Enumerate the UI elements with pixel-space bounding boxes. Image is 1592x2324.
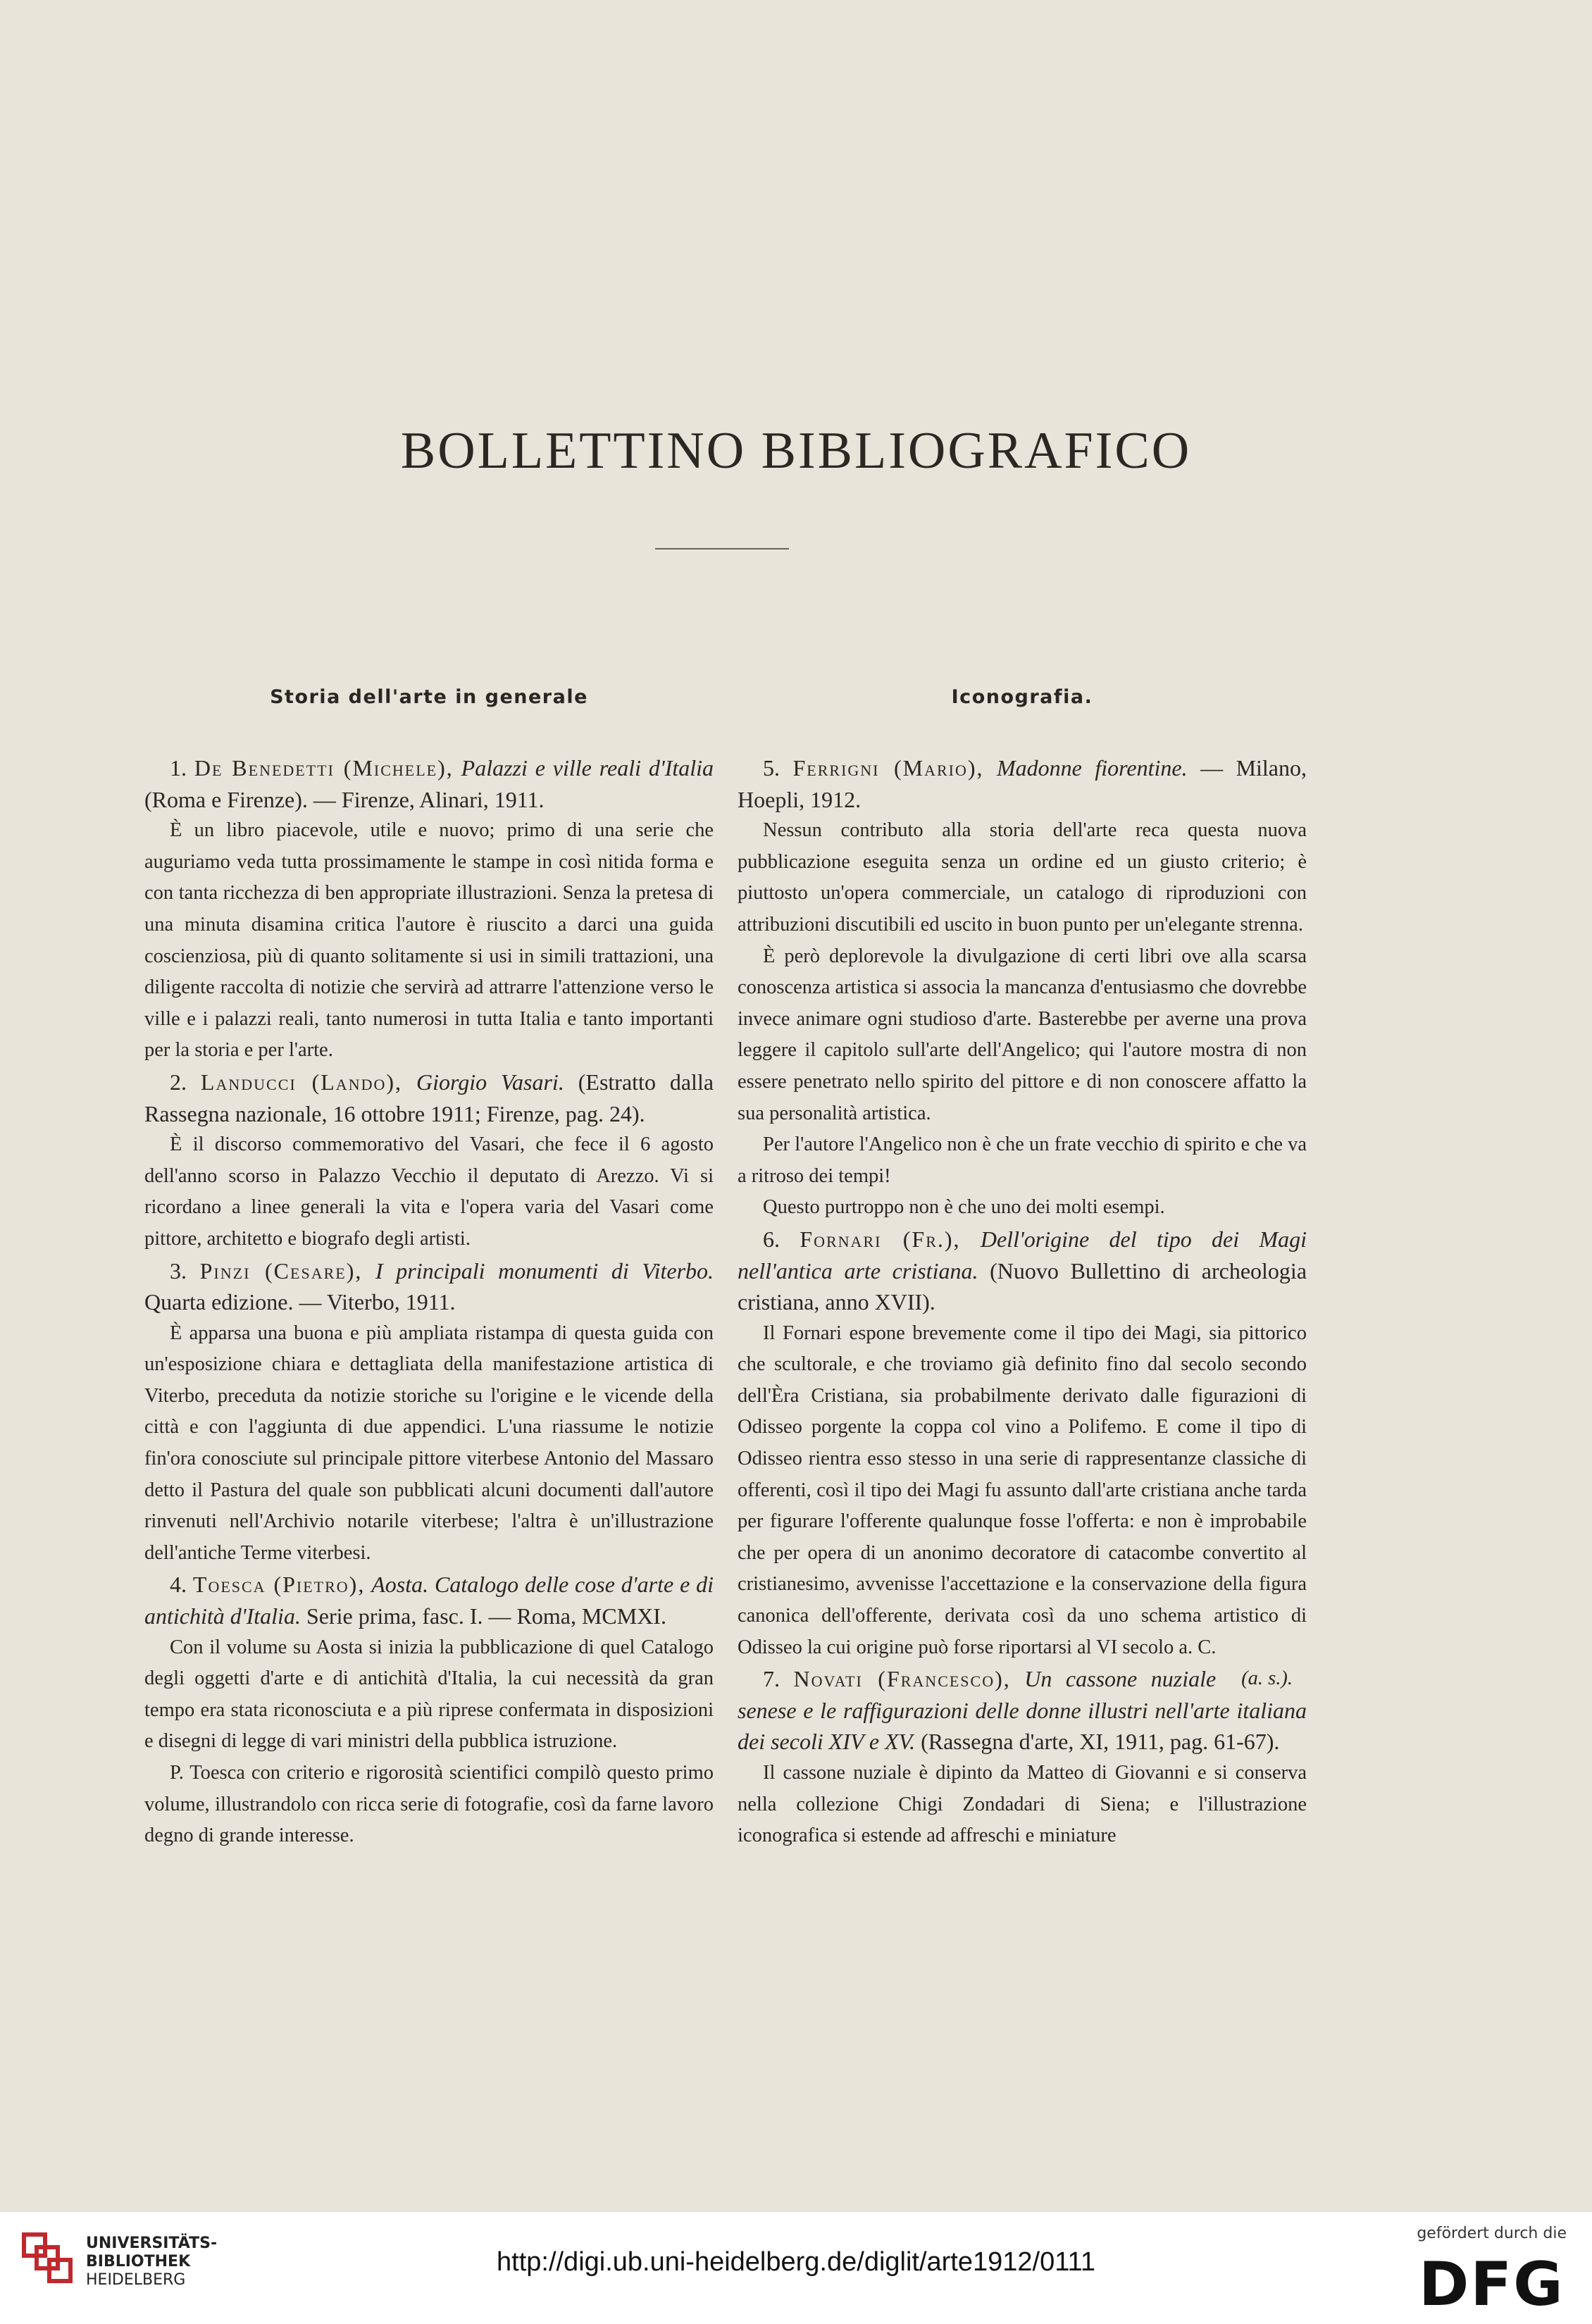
right-column xyxy=(738,683,1307,1852)
entry-5-review-part4: Questo purtroppo non è che uno dei molti esempi. xyxy=(763,1196,1165,1219)
entry-3-heading xyxy=(144,1255,714,1318)
entry-number: 6. xyxy=(763,1226,780,1252)
entry-publication: (Nuovo Bullettino di archeologia cristiana, anno XVII). xyxy=(738,1257,1307,1315)
entry-work-title: Madonne fiorentine. xyxy=(997,755,1188,781)
entry-publication: — Milano, Hoepli, 1912. xyxy=(738,755,1307,812)
entry-author: Ferrigni (Mario), xyxy=(792,755,984,781)
title-divider xyxy=(655,548,789,549)
entry-work-title: Dell'origine del tipo dei Magi nell'antica arte cristiana. xyxy=(738,1226,1307,1284)
entry-2-review: È il discorso commemorativo del Vasari, che fece il 6 agosto dell'anno scorso in Palazzo Vecchio il deputato di Arezzo. Vi si ricordano a linee generali la vita e l'opera varia del Vasari come pittore, architetto e biografo degli artisti. xyxy=(144,1133,714,1250)
funder-caption: gefördert durch die xyxy=(1417,2225,1567,2242)
entry-1-review: È un libro piacevole, utile e nuovo; primo di una serie che auguriamo veda tutta prossimamente le stampe in così nitida forma e con tanta ricchezza di ben appropriate illustrazioni. Senza la pretesa di una minuta disamina critica l'autore è riuscito a darci una guida coscienziosa, più di quanto solitamente si usi in simili trattazioni, una diligente raccolta di notizie che servirà ad attrarre l'attenzione verso le ville e i palazzi reali, tanto numerosi in tutta Italia e tanto importanti per la storia e per l'arte. xyxy=(144,819,714,1062)
entry-author: Toesca (Pietro), xyxy=(192,1572,366,1598)
library-name-line2: BIBLIOTHEK xyxy=(86,2253,191,2270)
entry-number: 4. xyxy=(170,1572,187,1598)
entry-1-heading xyxy=(144,752,714,815)
left-column xyxy=(144,683,714,1852)
entry-4-review-part2: P. Toesca con criterio e rigorosità scientifici compilò questo primo volume, illustrandolo con ricca serie di fotografie, così da farne lavoro degno di grande interesse. xyxy=(144,1762,714,1847)
dfg-logo-text: DFG xyxy=(1419,2254,1565,2311)
entry-6-review-text: Il Fornari espone brevemente come il tipo dei Magi, sia pittorico che scultorale, e che troviamo già definito fino dal secolo secondo dell'Èra Cristiana, sia probabilmente derivato dalle figurazioni di Odisseo porgente la coppa col vino a Polifemo. E come il tipo di Odisseo rientra esso stesso in una serie di rappresentanze classiche di offerenti, così il tipo dei Magi fu assunto dall'arte cristiana anche tarda per figurare l'offerente qualunque fosse l'offerta: e non è improbabile che per opera di un anonimo decoratore di catacombe convertito al cristianesimo, avvenisse l'accettazione e la conservazione della figura canonica dell'offerente, derivata così da uno schema artistico di Odisseo la cui origine può forse riportarsi al VI secolo a. C. xyxy=(738,1322,1307,1658)
entry-author: Pinzi (Cesare), xyxy=(199,1257,363,1284)
entry-6-heading xyxy=(738,1224,1307,1318)
dfg-logo-icon[interactable] xyxy=(1419,2254,1567,2311)
reviewer-signature: (a. s.). xyxy=(1241,1667,1293,1690)
entry-4-heading xyxy=(144,1569,714,1632)
entry-publication: Quarta edizione. — Viterbo, 1911. xyxy=(144,1289,456,1315)
entry-number: 3. xyxy=(170,1257,187,1284)
entry-author: Landucci (Lando), xyxy=(200,1069,403,1095)
entry-work-title: I principali monumenti di Viterbo. xyxy=(375,1257,714,1284)
entry-5-review-part3: Per l'autore l'Angelico non è che un frate vecchio di spirito e che va a ritroso dei tempi! xyxy=(738,1133,1307,1187)
library-name-line1: UNIVERSITÄTS- xyxy=(86,2235,218,2252)
entry-publication: Serie prima, fasc. I. — Roma, MCMXI. xyxy=(306,1603,666,1629)
entry-author: Novati (Francesco), xyxy=(793,1666,1011,1692)
entry-work-title: Un cassone nuziale senese e le raffigurazioni delle donne illustri nell'arte italiana dei secoli XIV e XV. xyxy=(738,1666,1307,1755)
digitization-footer xyxy=(0,2212,1592,2324)
page-title: BOLLETTINO BIBLIOGRAFICO xyxy=(400,422,1192,480)
entry-author: Fornari (Fr.), xyxy=(800,1226,961,1252)
entry-number: 1. xyxy=(170,755,187,781)
entry-4-review-part1: Con il volume su Aosta si inizia la pubblicazione di quel Catalogo degli oggetti d'arte e di antichità d'Italia, la cui necessità da gran tempo era stata riconosciuta e a più riprese confermata in disposizioni e disegni di legge di vari ministri della pubblica istruzione. xyxy=(144,1636,714,1753)
entry-number: 5. xyxy=(763,755,780,781)
entry-number: 7. xyxy=(763,1666,780,1692)
entry-publication: (Rassegna d'arte, XI, 1911, pag. 61-67). xyxy=(921,1729,1280,1755)
entry-author: De Benedetti (Michele), xyxy=(194,755,454,781)
entry-publication: (Estratto dalla Rassegna nazionale, 16 ottobre 1911; Firenze, pag. 24). xyxy=(144,1069,714,1126)
entry-publication: (Roma e Firenze). — Firenze, Alinari, 1911. xyxy=(144,786,545,812)
permalink-url[interactable]: http://digi.ub.uni-heidelberg.de/diglit/arte1912/0111 xyxy=(497,2247,1095,2277)
entry-work-title: Palazzi e ville reali d'Italia xyxy=(461,755,714,781)
entry-5-review-part1: Nessun contributo alla storia dell'arte reca questa nuova pubblicazione eseguita senza un ordine ed un giusto criterio; è piuttosto un'opera commerciale, un catalogo di riproduzioni con attribuzioni discutibili ed uscito in buon punto per un'elegante strenna. xyxy=(738,819,1307,936)
library-name-line3: HEIDELBERG xyxy=(86,2271,186,2289)
entry-3-review: È apparsa una buona e più ampliata ristampa di questa guida con un'esposizione chiara e dettagliata della manifestazione artistica di Viterbo, preceduta da notizie storiche su l'origine e le vicende della città e con l'aggiunta di due appendici. L'una riassume le notizie fin'ora conosciute sul principale pittore viterbese Antonio del Massaro detto il Pastura del quale son pubblicati alcuni documenti dall'autore rinvenuti nell'Archivio notarile viterbese; l'altra è un'illustrazione dell'antiche Terme viterbesi. xyxy=(144,1322,714,1564)
entry-work-title: Aosta. Catalogo delle cose d'arte e di antichità d'Italia. xyxy=(144,1572,714,1629)
entry-5-review-part2: È però deplorevole la divulgazione di certi libri ove alla scarsa conoscenza artistica si associa la mancanza d'entusiasmo che dovrebbe invece animare ogni studioso d'arte. Basterebbe per averne una prova leggere il capitolo sull'arte dell'Angelico; qui l'autore mostra di non essere penetrato nello spirito del pittore e di non conoscere affatto la sua personalità artistica. xyxy=(738,945,1307,1124)
entry-work-title: Giorgio Vasari. xyxy=(416,1069,564,1095)
entry-5-heading xyxy=(738,752,1307,815)
section-heading-storia: Storia dell'arte in generale xyxy=(270,686,588,708)
entry-2-heading xyxy=(144,1067,714,1129)
entry-7-review: Il cassone nuziale è dipinto da Matteo di Giovanni e si conserva nella collezione Chigi Zondadari di Siena; e l'illustrazione iconografica si estende ad affreschi e miniature xyxy=(738,1762,1307,1847)
entry-number: 2. xyxy=(170,1069,187,1095)
section-heading-iconografia: Iconografia. xyxy=(951,686,1093,708)
